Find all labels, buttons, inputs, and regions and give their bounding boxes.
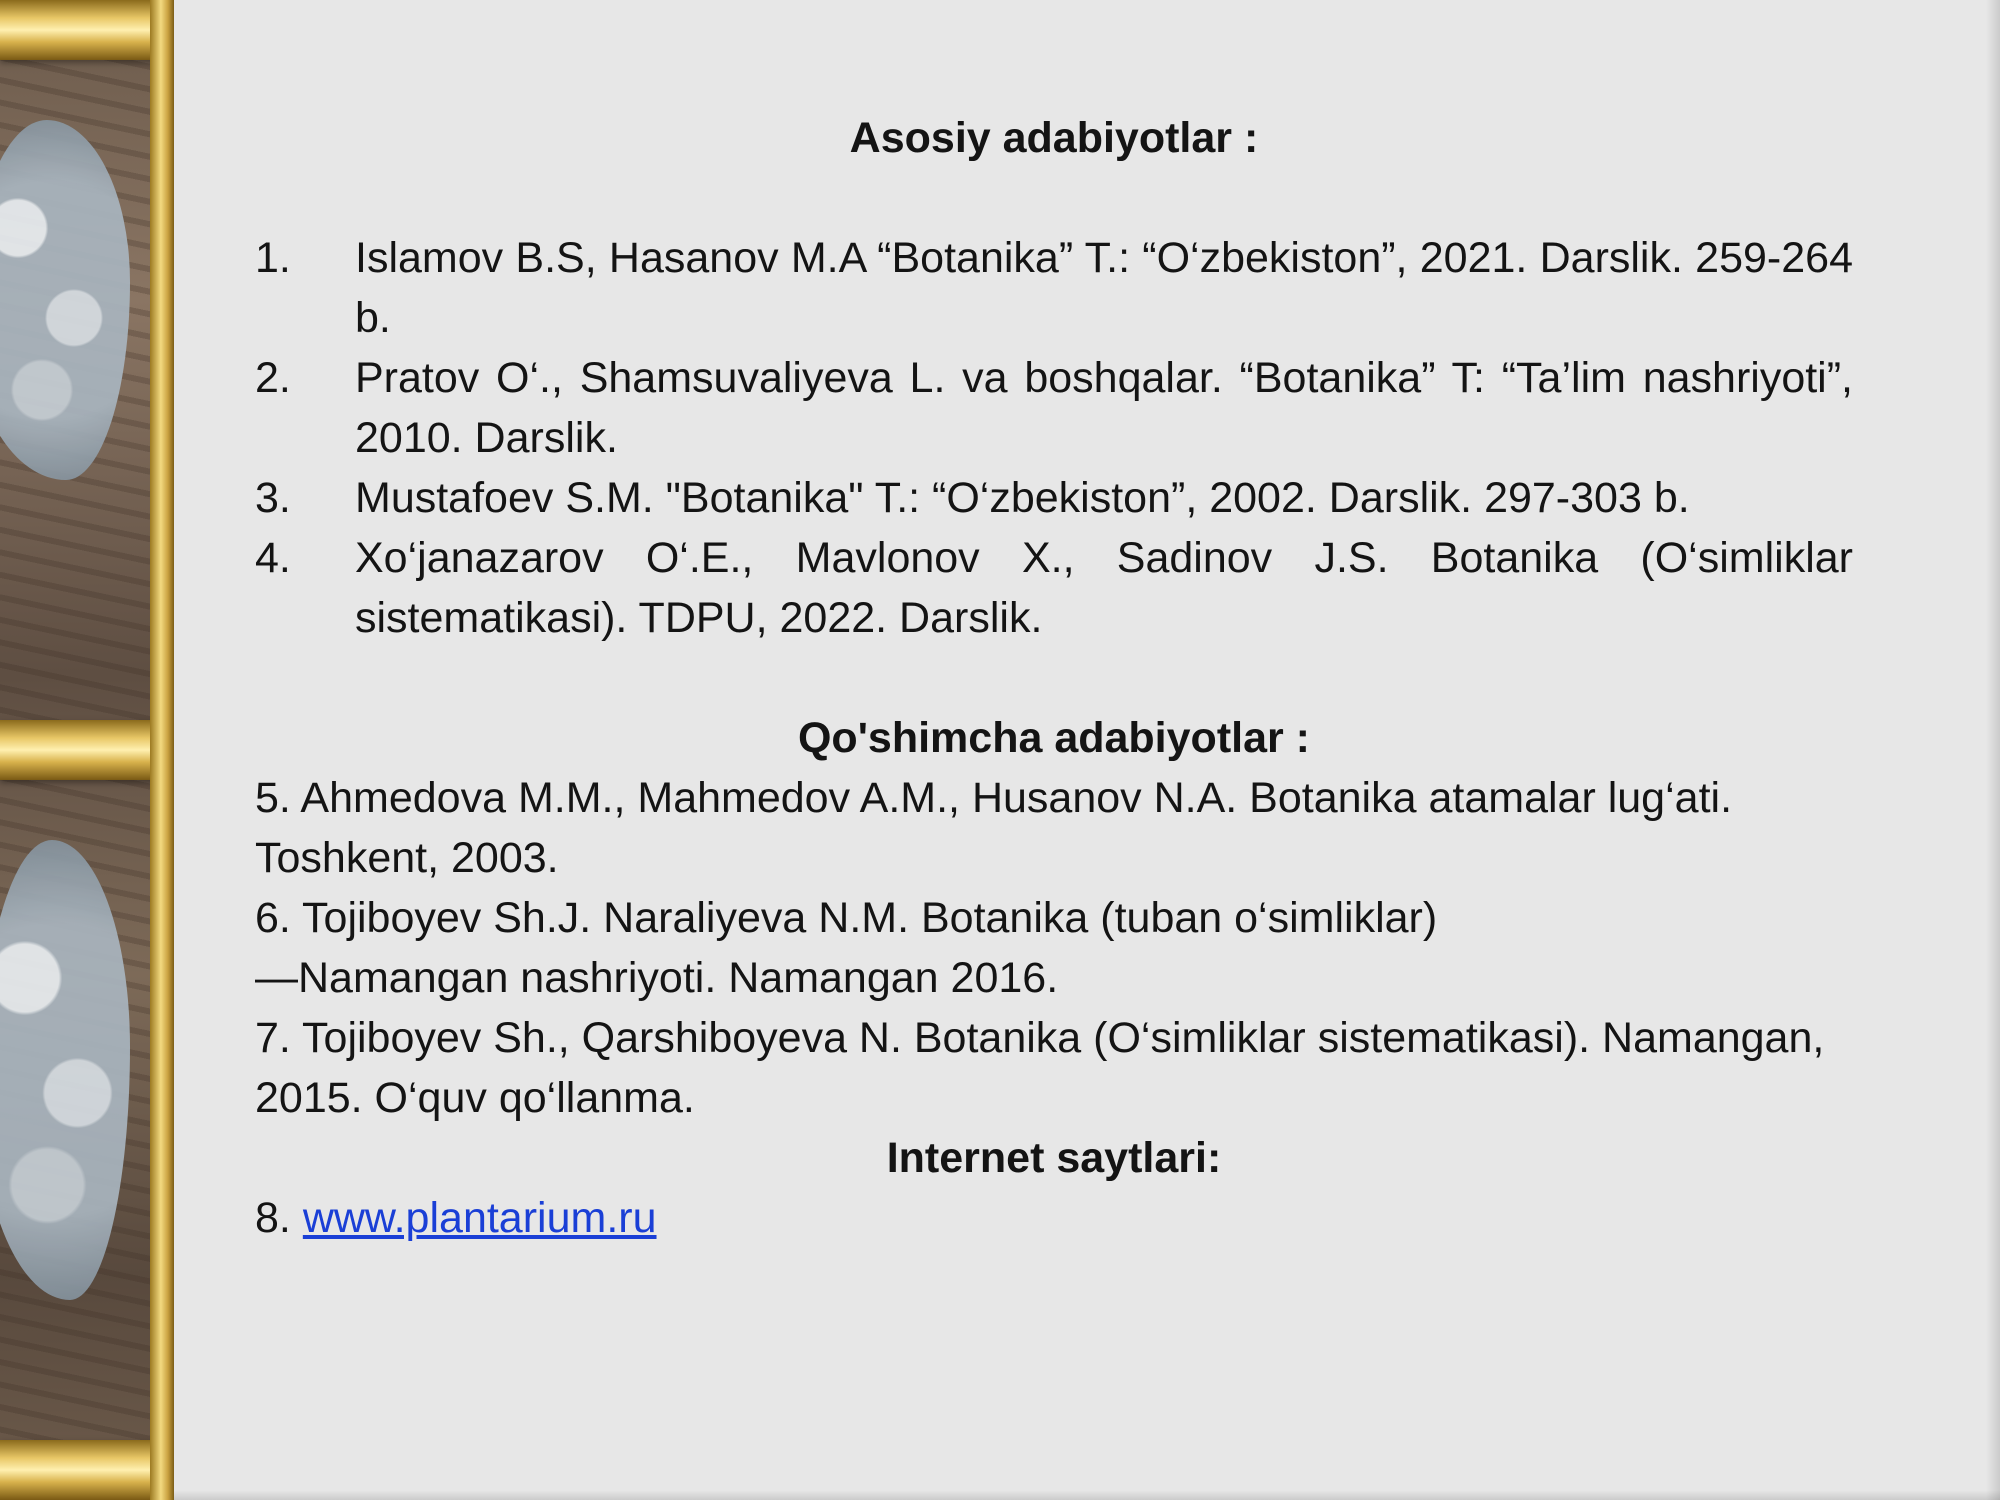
list-number: 8.	[255, 1194, 291, 1242]
scroll-rod	[0, 720, 174, 780]
slide-shadow	[174, 1490, 2000, 1500]
plantarium-link[interactable]: www.plantarium.ru	[302, 1194, 657, 1242]
additional-reference: —Namangan nashriyoti. Namangan 2016.	[255, 954, 1059, 1002]
reference-text: Islamov B.S, Hasanov M.A “Botanika” T.: “O‘zbekiston”, 2021. Darslik. 259-264 b.	[355, 234, 1853, 342]
slide-content	[255, 108, 1853, 1248]
lichen-image	[0, 840, 130, 1300]
list-number: 4.	[255, 534, 291, 582]
lichen-image	[0, 120, 130, 480]
internet-reference	[255, 1188, 1853, 1248]
reference-text: Pratov O‘., Shamsuvaliyeva L. va boshqalar. “Botanika” T: “Ta’lim nashriyoti”, 2010. Darslik.	[355, 354, 1853, 462]
slide-shadow	[1986, 0, 2000, 1500]
list-item	[255, 528, 1853, 648]
reference-text: Mustafoev S.M. "Botanika" T.: “O‘zbekiston”, 2002. Darslik. 297-303 b.	[355, 474, 1690, 522]
list-number: 1.	[255, 234, 291, 282]
reference-text: Xo‘janazarov O‘.E., Mavlonov X., Sadinov J.S. Botanika (O‘simliklar sistematikasi). TDPU, 2022. Darslik.	[355, 534, 1853, 642]
additional-reference: 6. Tojiboyev Sh.J. Naraliyeva N.M. Botanika (tuban o‘simliklar)	[255, 894, 1438, 942]
gold-frame-edge	[150, 0, 174, 1500]
scroll-rod	[0, 0, 174, 60]
list-number: 3.	[255, 474, 291, 522]
main-literature-heading: Asosiy adabiyotlar :	[849, 114, 1259, 162]
internet-sites-heading: Internet saytlari:	[886, 1134, 1222, 1182]
additional-literature-heading: Qo'shimcha adabiyotlar :	[797, 714, 1310, 762]
decorative-scroll-border	[0, 0, 174, 1500]
list-item	[255, 468, 1853, 528]
scroll-rod	[0, 1440, 174, 1500]
list-item	[255, 228, 1853, 348]
main-literature-list	[255, 228, 1853, 648]
list-item	[255, 348, 1853, 468]
additional-reference: 5. Ahmedova M.M., Mahmedov A.M., Husanov N.A. Botanika atamalar lug‘ati. Toshkent, 2003.	[255, 774, 1733, 882]
list-number: 2.	[255, 354, 291, 402]
additional-reference: 7. Tojiboyev Sh., Qarshiboyeva N. Botanika (O‘simliklar sistematikasi). Namangan, 2015. O‘quv qo‘llanma.	[255, 1014, 1825, 1122]
